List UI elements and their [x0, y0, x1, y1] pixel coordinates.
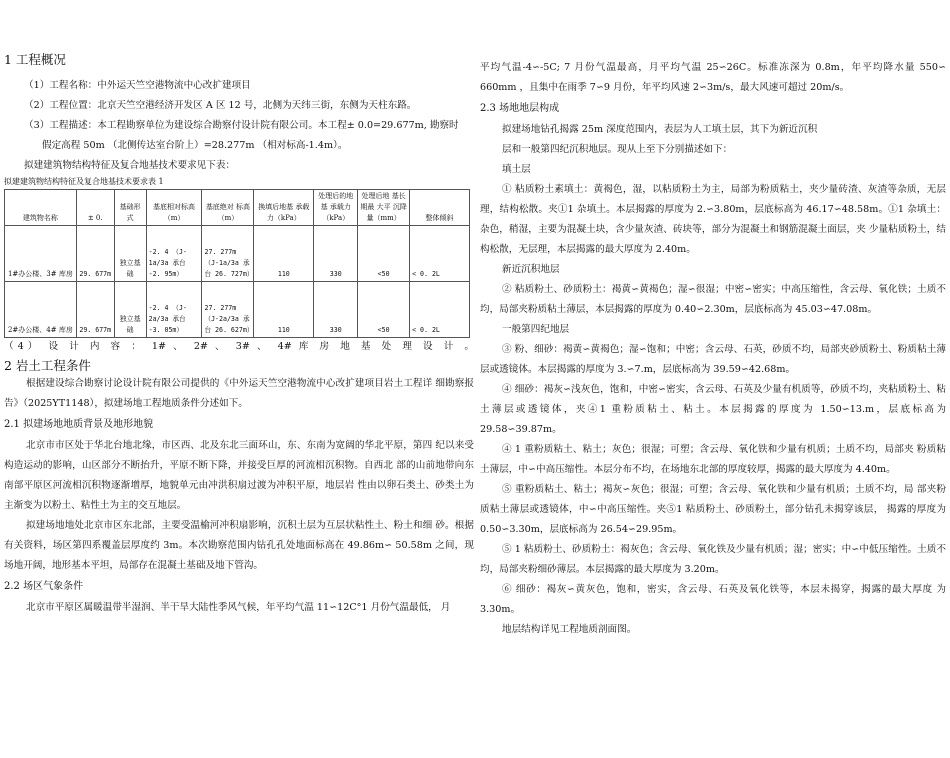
project-location: （2）工程位置：北京天竺空港经济开发区 A 区 12 号，北侧为天纬三街，东侧为天柱东路。 — [24, 100, 417, 111]
design-content: （4） 设 计 内 容 ： 1# 、 2# 、 3# 、 4# 库 房 地 基 处 理 设 计 。 — [4, 341, 474, 352]
table-row — [5, 226, 470, 282]
layer-5-1-desc: ⑤ 1 粘质粉土、砂质粉土：褐灰色；含云母、氧化铁及少量有机质；湿；密实；中∽中低压缩性。土质不均，局部夹粉细砂薄层。本层揭露的最大厚度为 3.20m。 — [480, 544, 946, 575]
layer-4-desc: ④ 细砂：褐灰∽浅灰色，饱和，中密∽密实，含云母、石英及少量有机质等，砂质不均，夹粘质粉土、粘土薄层或透镜体，夹④1 重粉质粘土、粘土。本层揭露的厚度为 1.50∽13.m，层底标高为 29.58∽39.87m。 — [480, 384, 946, 435]
table-cell: 1#办公楼、3# 库房 — [5, 226, 77, 282]
right-column — [480, 58, 946, 640]
strata-intro: 拟建场地钻孔揭露 25m 深度范围内，表层为人工填土层，其下为新近沉积 — [502, 124, 818, 135]
table-cell: <50 — [358, 226, 410, 282]
climate-paragraph-cont: 平均气温-4∽-5C; 7 月份气温最高，月平均气温 25∽26C。标准冻深为 0.8m，年平均降水量 550∽ 660mm ，且集中在雨季 7∽9 月份，年平均风速 2∽3m/s，最大风速可超过 20m/s。 — [480, 62, 946, 93]
project-description: （3）工程描述：本工程勘察单位为建设综合勘察付设计院有限公司。本工程± 0.0=29.677m, 勘察时 — [24, 120, 459, 131]
fill-layer-desc: ① 粘质粉土素填土：黄褐色，湿，以粘质粉土为主，局部为粉质粘土，夹少量砖渣、灰渣等杂质，无层理，结构松散。夹①1 杂填土。本层揭露的厚度为 2.∽3.80m，层底标高为 46.17∽48.58m。①1 杂填土：杂色，稍湿，主要为混凝土块，含少量灰渣、砖块等，部分为混凝土和钢筋混凝土面层，夹 少量粘质粉土，结构松散，无层理，本层揭露的最大厚度为 2.40m。 — [480, 184, 946, 255]
table-row — [5, 282, 470, 338]
table-intro: 拟建建筑物结构特征及复合地基技术要求见下表： — [24, 160, 236, 171]
section-1-title: 1 工程概况 — [4, 52, 66, 67]
table-cell: 独立基础 — [114, 282, 146, 338]
section-2-title: 2 岩土工程条件 — [4, 358, 91, 373]
climate-paragraph: 北京市平原区属暖温带半湿润、半干旱大陆性季风气候，年平均气温 11∽12C°1 月份气温最低， 月 — [26, 602, 451, 613]
quaternary-title: 一般第四纪地层 — [502, 324, 570, 335]
section-2-1-title: 2.1 拟建场地地质背景及地形地貌 — [4, 419, 154, 430]
table-header: 换填后地基 承载力（kPa） — [254, 190, 314, 226]
section-2-3-title: 2.3 场地地层构成 — [480, 103, 560, 114]
site-landform: 拟建场地地处北京市区东北部，主要受温榆河冲积扇影响，沉积土层为互层状粘性土、粉土和细 砂。根据有关资料，场区第四系覆盖层厚度约 3m。本次勘察范围内钻孔孔处地面标高在 49.86m∽ 50.58m 之间，现场地开阔，地形基本平坦，局部存在混凝土基础及地下管沟。 — [4, 520, 474, 571]
table-header: 基底相对标高（m） — [146, 190, 202, 226]
layer-5-desc: ⑤ 重粉质粘土、粘土；褐灰∽灰色；很湿；可塑；含云母、氧化铁和少量有机质；土质不均，局 部夹粉质粘土薄层或透镜体，中∽中高压缩性。夹⑤1 粘质粉土、砂质粉土，部分钻孔未揭穿该层， 揭露的厚度为 0.50∽3.30m，层底标高为 26.54∽29.95m。 — [480, 484, 946, 535]
section-2-2-title: 2.2 场区气象条件 — [4, 581, 84, 592]
section-2-intro: 根据建设综合勘察讨论设计院有限公司提供的《中外运天竺空港物流中心改扩建项目岩土工程详 细勘察报告》（2025YT1148），拟建场地工程地质条件分述如下。 — [4, 378, 474, 409]
table-caption: 拟建建筑物结构特征及复合地基技术要求表 1 — [4, 177, 164, 186]
layer-6-desc: ⑥ 细砂：褐灰∽黄灰色，饱和，密实，含云母、石英及氧化铁等，本层未揭穿，揭露的最大厚度 为 3.30m。 — [480, 584, 946, 615]
strata-note: 地层结构详见工程地质剖面图。 — [502, 624, 637, 635]
table-header: 基础形式 — [114, 190, 146, 226]
table-cell: 27. 277m （J-2a/3a 承台 26. 627m） — [202, 282, 254, 338]
table-cell: 独立基础 — [114, 226, 146, 282]
new-deposit-desc: ② 粘质粉土、砂质粉土：褐黄∽黄褐色；湿∽很湿；中密∽密实；中高压缩性，含云母、氧化铁；土质不均，局部夹粉质粘土薄层，本层揭露的厚度为 0.40∽2.30m，层底标高为 45.03∽47.08m。 — [480, 284, 946, 315]
building-table — [4, 189, 470, 338]
table-cell: 29. 677m — [76, 282, 114, 338]
project-description-cont: 假定高程 50m （北侧传达室台阶上）=28.277m （相对标高-1.4m）。 — [42, 140, 348, 151]
new-deposit-title: 新近沉积地层 — [502, 264, 560, 275]
table-header: 基底绝对 标高（m） — [202, 190, 254, 226]
table-cell: 27. 277m （J-1a/3a 承台 26. 727m） — [202, 226, 254, 282]
table-cell: 330 — [314, 226, 358, 282]
table-cell: 110 — [254, 226, 314, 282]
fill-layer-title: 填土层 — [502, 164, 531, 175]
geology-background: 北京市市区处于华北台地北缘，市区西、北及东北三面环山，东、东南为宽阔的华北平原，第四 纪以来受构造运动的影响，山区部分不断抬升，平原不断下降，并接受巨厚的河流相沉积物。自西北 部的山前地带向东南部平原区河流相沉积物逐渐增厚，地貌单元由冲洪积扇过渡为冲积平原，地层岩 性由以卵石类土、砂类土为主渐变为以粉土、粘性土为主的交互地层。 — [4, 440, 474, 511]
table-header: 建筑物名称 — [5, 190, 77, 226]
table-cell: 2#办公楼、4# 库房 — [5, 282, 77, 338]
table-cell: < 0. 2L — [410, 226, 470, 282]
table-cell: < 0. 2L — [410, 282, 470, 338]
layer-3-desc: ③ 粉、细砂：褐黄∽黄褐色；湿∽饱和；中密；含云母、石英，砂质不均，局部夹砂质粉土、粉质粘土薄层或透镜体。本层揭露的厚度为 3.∽7.m，层底标高为 39.59∽42.68m。 — [480, 344, 946, 375]
table-cell: 330 — [314, 282, 358, 338]
table-header-row — [5, 190, 470, 226]
layer-4-1-desc: ④ 1 重粉质粘土、粘土；灰色；很湿；可塑；含云母、氧化铁和少量有机质；土质不均，局部夹 粉质粘土薄层，中∽中高压缩性。本层分布不均，在场地东北部的厚度较厚，揭露的最大厚度为 4.40m。 — [480, 444, 946, 475]
table-cell: -2. 4 （J-2a/3a 承台 -3. 05m） — [146, 282, 202, 338]
table-header: 处理后的地基 承载力（kPa） — [314, 190, 358, 226]
table-header: 处理后地 基长期最 大平 沉降 量（mm） — [358, 190, 410, 226]
table-header: 整体倾斜 — [410, 190, 470, 226]
table-cell: 110 — [254, 282, 314, 338]
left-column — [4, 52, 474, 618]
table-cell: <50 — [358, 282, 410, 338]
table-cell: 29. 677m — [76, 226, 114, 282]
table-cell: -2. 4 （J-1a/3a 承台 -2. 95m） — [146, 226, 202, 282]
strata-intro-cont: 层和一般第四纪沉积地层。现从上至下分别描述如下： — [502, 144, 733, 155]
project-name: （1）工程名称：中外运天竺空港物流中心改扩建项目 — [24, 80, 251, 91]
table-header: ± 0. — [76, 190, 114, 226]
